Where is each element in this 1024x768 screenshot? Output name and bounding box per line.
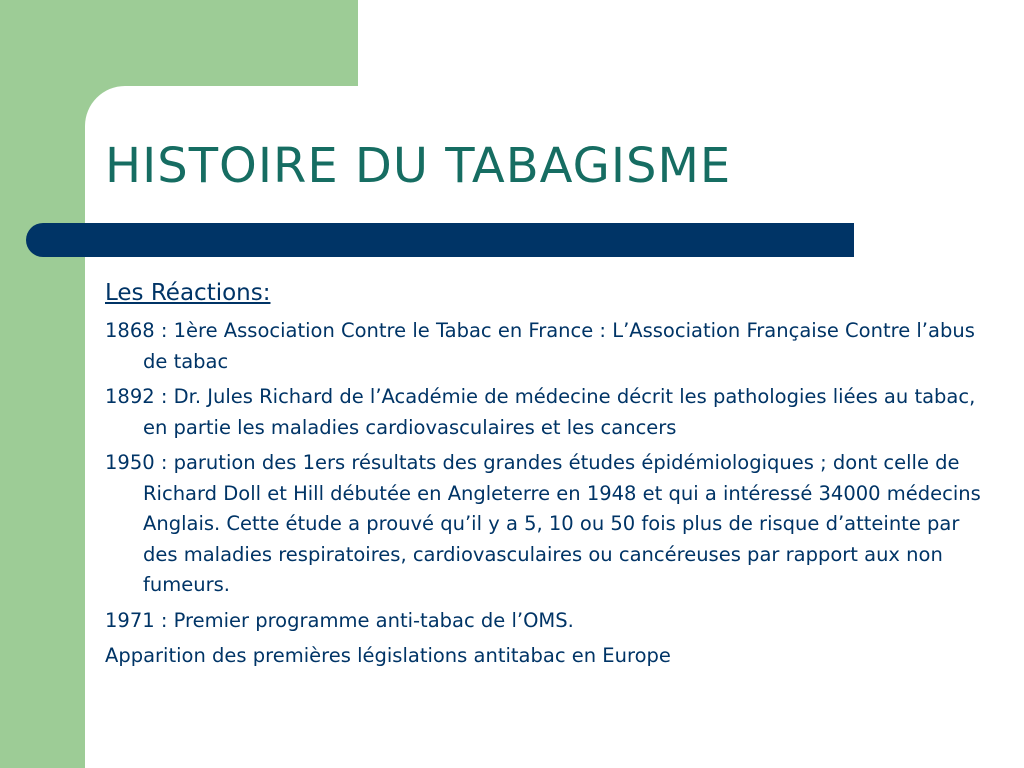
title-underline-bar: [26, 223, 854, 257]
timeline-entry: Apparition des premières législations antitabac en Europe: [105, 644, 671, 667]
timeline-entry: 1868 : 1ère Association Contre le Tabac en France : L’Association Française Contre l’abus de tabac: [105, 319, 975, 373]
section-subtitle: Les Réactions:: [105, 280, 271, 306]
slide-title: HISTOIRE DU TABAGISME: [105, 138, 732, 194]
slide-body: [105, 276, 985, 677]
timeline-entry: 1950 : parution des 1ers résultats des grandes études épidémiologiques ; dont celle de Richard Doll et Hill débutée en Angleterre en 1948 et qui a intéressé 34000 médecins Anglais. Cette étude a prouvé qu’il y a 5, 10 ou 50 fois plus de risque d’atteinte par des maladies respiratoires, cardiovasculaires ou cancéreuses par rapport aux non fumeurs.: [105, 451, 981, 596]
timeline-entry: 1971 : Premier programme anti-tabac de l’OMS.: [105, 608, 574, 632]
timeline-entry: 1892 : Dr. Jules Richard de l’Académie de médecine décrit les pathologies liées au tabac, en partie les maladies cardiovasculaires et les cancers: [105, 385, 976, 439]
